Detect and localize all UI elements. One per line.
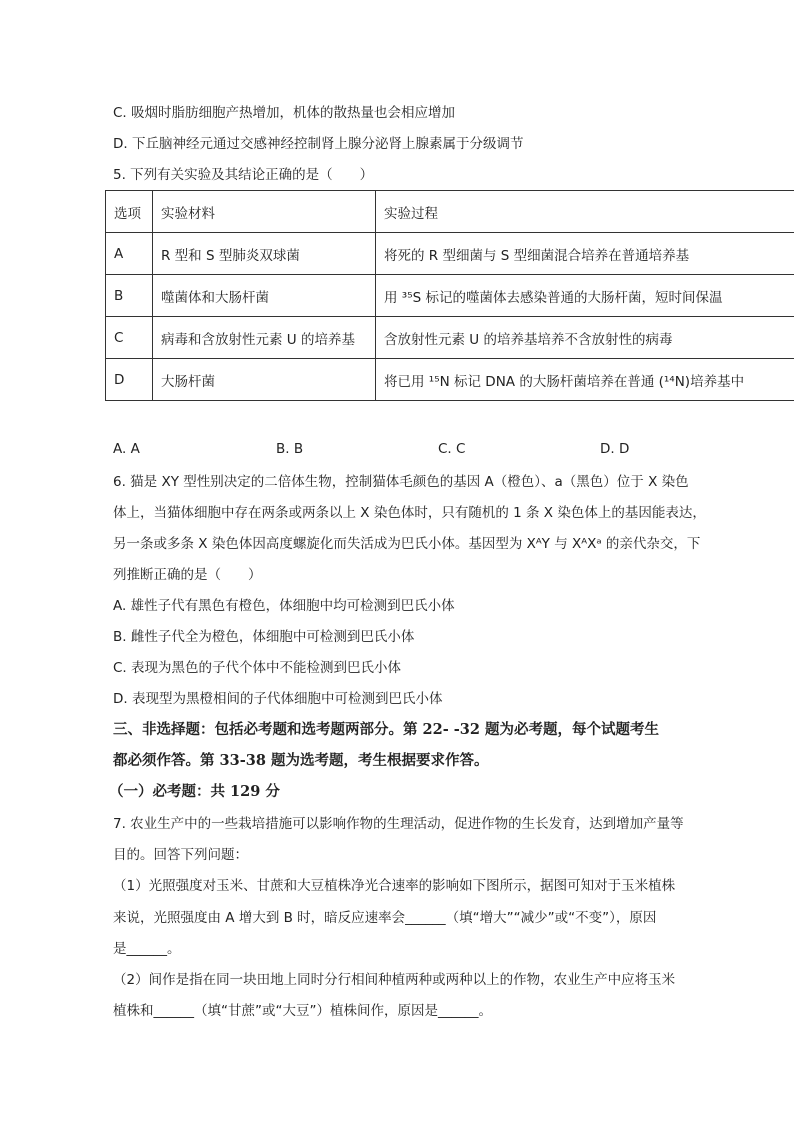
q7-part1-line: 是______。 <box>113 941 181 957</box>
q5-option-b: B. B <box>276 441 304 457</box>
q6-stem-line: 列推断正确的是（ ） <box>113 567 262 583</box>
table-cell: 将已用 ¹⁵N 标记 DNA 的大肠杆菌培养在普通 (¹⁴N)培养基中 <box>376 359 794 401</box>
q6-stem-line: 另一条或多条 X 染色体因高度螺旋化而失活成为巴氏小体。基因型为 XᴬY 与 XᴬXᵃ 的亲代杂交，下 <box>113 536 701 552</box>
q6-stem-line: 体上，当猫体细胞中存在两条或两条以上 X 染色体时，只有随机的 1 条 X 染色体上的基因能表达， <box>113 505 706 521</box>
q7-part1-line: （1）光照强度对玉米、甘蔗和大豆植株净光合速率的影响如下图所示，据图可知对于玉米植株 <box>113 878 676 894</box>
table-row <box>106 233 794 275</box>
section-heading: 三、非选择题：包括必考题和选考题两部分。第 22- -32 题为必考题，每个试题考生 <box>113 721 660 738</box>
q5-option-d: D. D <box>600 441 630 457</box>
q7-part2-line: （2）间作是指在同一块田地上同时分行相间种植两种或两种以上的作物，农业生产中应将玉米 <box>113 972 676 988</box>
table-cell: A <box>106 233 153 275</box>
q6-option-a: A. 雄性子代有黑色有橙色，体细胞中均可检测到巴氏小体 <box>113 598 455 614</box>
table-cell: 噬菌体和大肠杆菌 <box>153 275 376 317</box>
section-sub-heading: （一）必考题：共 129 分 <box>109 783 280 800</box>
q4-option-d: D. 下丘脑神经元通过交感神经控制肾上腺分泌肾上腺素属于分级调节 <box>113 136 524 152</box>
q5-option-c: C. C <box>438 441 466 457</box>
table-header-row <box>106 191 794 233</box>
table-cell: C <box>106 317 153 359</box>
q6-stem-line: 6. 猫是 XY 型性别决定的二倍体生物，控制猫体毛颜色的基因 A（橙色）、a（黑色）位于 X 染色 <box>113 474 689 490</box>
table-header-cell: 选项 <box>106 191 153 233</box>
q6-option-b: B. 雌性子代全为橙色，体细胞中可检测到巴氏小体 <box>113 629 415 645</box>
q7-part1-line: 来说，光照强度由 A 增大到 B 时，暗反应速率会______（填“增大”“减少”或“不变”），原因 <box>113 910 657 926</box>
table-cell: 将死的 R 型细菌与 S 型细菌混合培养在普通培养基 <box>376 233 794 275</box>
table-cell: 大肠杆菌 <box>153 359 376 401</box>
table-header-cell: 实验材料 <box>153 191 376 233</box>
q5-stem: 5. 下列有关实验及其结论正确的是（ ） <box>113 167 374 183</box>
q5-option-a: A. A <box>113 441 140 457</box>
experiment-table <box>105 190 794 401</box>
q7-stem-line: 7. 农业生产中的一些栽培措施可以影响作物的生理活动，促进作物的生长发育，达到增加产量等 <box>113 816 684 832</box>
table-cell: 用 ³⁵S 标记的噬菌体去感染普通的大肠杆菌，短时间保温 <box>376 275 794 317</box>
table-cell: D <box>106 359 153 401</box>
table-cell: 病毒和含放射性元素 U 的培养基 <box>153 317 376 359</box>
q7-stem-line: 目的。回答下列问题： <box>113 847 248 863</box>
table-row <box>106 359 794 401</box>
q6-option-c: C. 表现为黑色的子代个体中不能检测到巴氏小体 <box>113 660 402 676</box>
table-cell: R 型和 S 型肺炎双球菌 <box>153 233 376 275</box>
q7-part2-line: 植株和______（填“甘蔗”或“大豆”）植株间作，原因是______。 <box>113 1003 492 1019</box>
q6-option-d: D. 表现型为黑橙相间的子代体细胞中可检测到巴氏小体 <box>113 691 443 707</box>
table-header-cell: 实验过程 <box>376 191 794 233</box>
section-heading: 都必须作答。第 33-38 题为选考题，考生根据要求作答。 <box>113 752 489 769</box>
table-cell: B <box>106 275 153 317</box>
q4-option-c: C. 吸烟时脂肪细胞产热增加，机体的散热量也会相应增加 <box>113 105 456 121</box>
table-row <box>106 317 794 359</box>
table-cell: 含放射性元素 U 的培养基培养不含放射性的病毒 <box>376 317 794 359</box>
table-row <box>106 275 794 317</box>
